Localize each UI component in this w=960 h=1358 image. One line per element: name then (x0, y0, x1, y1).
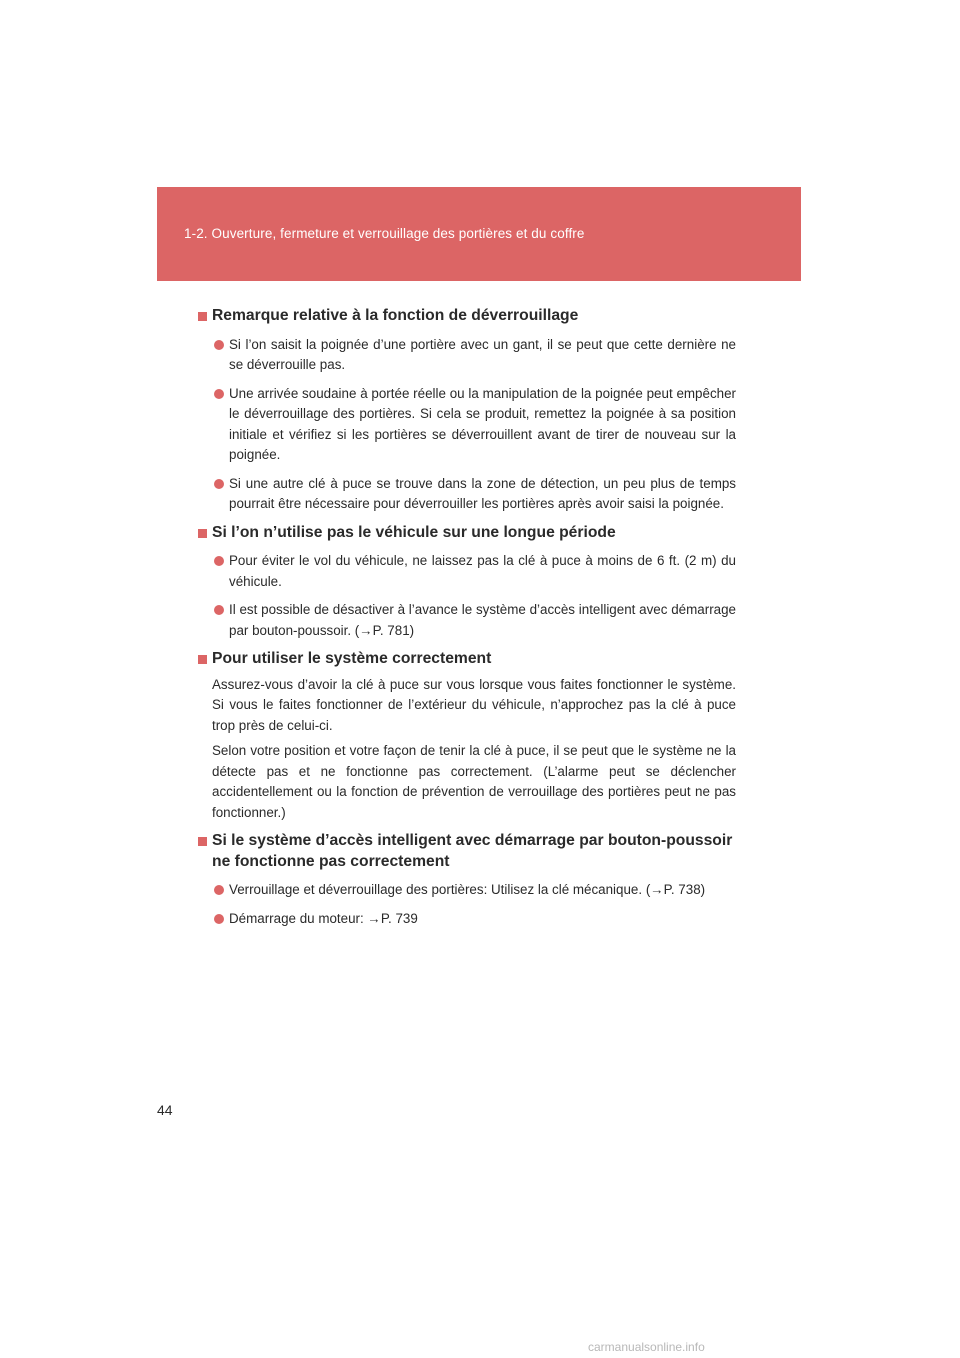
chapter-breadcrumb: 1-2. Ouverture, fermeture et verrouillage des portières et du coffre (184, 226, 585, 241)
square-bullet-icon (198, 529, 207, 538)
section-malfunction (212, 831, 736, 929)
round-bullet-icon (214, 389, 224, 399)
round-bullet-icon (214, 556, 224, 566)
section-title: Si le système d’accès intelligent avec démarrage par bouton-poussoir ne fonctionne pas correctement (212, 831, 736, 872)
round-bullet-icon (214, 605, 224, 615)
paragraph: Selon votre position et votre façon de tenir la clé à puce, il se peut que le système ne la détecte pas et ne fonctionne pas correctement. (L’alarme peut se déclencher accidentellement ou la fonction de prévention de verrouillage des portières peut ne pas fonctionner.) (212, 743, 736, 820)
bullet-item: Si l’on saisit la poignée d’une portière avec un gant, il se peut que cette dernière ne se déverrouille pas. (229, 335, 736, 376)
page-content (212, 306, 736, 937)
chapter-header-bar (157, 187, 801, 281)
bullet-item: Verrouillage et déverrouillage des portières: Utilisez la clé mécanique. (→P. 738) (229, 880, 736, 901)
paragraph: Assurez-vous d’avoir la clé à puce sur vous lorsque vous faites fonctionner le système. Si vous le faites fonctionner de l’extérieur du véhicule, n’approchez pas la clé à puce trop près de celui-ci. (212, 676, 736, 733)
bullet-item: Une arrivée soudaine à portée réelle ou la manipulation de la poignée peut empêcher le déverrouillage des portières. Si cela se produit, remettez la poignée à sa position initiale et vérifiez si les portières se déverrouillent avant de tirer de nouveau sur la poignée. (229, 384, 736, 466)
bullet-item: Il est possible de désactiver à l’avance le système d’accès intelligent avec démarrage par bouton-poussoir. (→P. 781) (229, 600, 736, 641)
watermark: carmanualsonline.info (588, 1340, 705, 1354)
square-bullet-icon (198, 837, 207, 846)
round-bullet-icon (214, 914, 224, 924)
bullet-item: Démarrage du moteur: →P. 739 (229, 909, 736, 930)
section-correct-use (212, 649, 736, 823)
bullet-item: Pour éviter le vol du véhicule, ne laissez pas la clé à puce à moins de 6 ft. (2 m) du véhicule. (229, 551, 736, 592)
section-long-period (212, 523, 736, 642)
bullet-item: Si une autre clé à puce se trouve dans la zone de détection, un peu plus de temps pourrait être nécessaire pour déverrouiller les portières après avoir saisi la poignée. (229, 474, 736, 515)
page-number: 44 (157, 1102, 173, 1118)
round-bullet-icon (214, 340, 224, 350)
round-bullet-icon (214, 885, 224, 895)
section-title: Remarque relative à la fonction de déverrouillage (212, 306, 736, 327)
section-unlock-note (212, 306, 736, 515)
square-bullet-icon (198, 312, 207, 321)
square-bullet-icon (198, 655, 207, 664)
round-bullet-icon (214, 479, 224, 489)
section-title: Pour utiliser le système correctement (212, 649, 736, 670)
section-title: Si l’on n’utilise pas le véhicule sur une longue période (212, 523, 736, 544)
